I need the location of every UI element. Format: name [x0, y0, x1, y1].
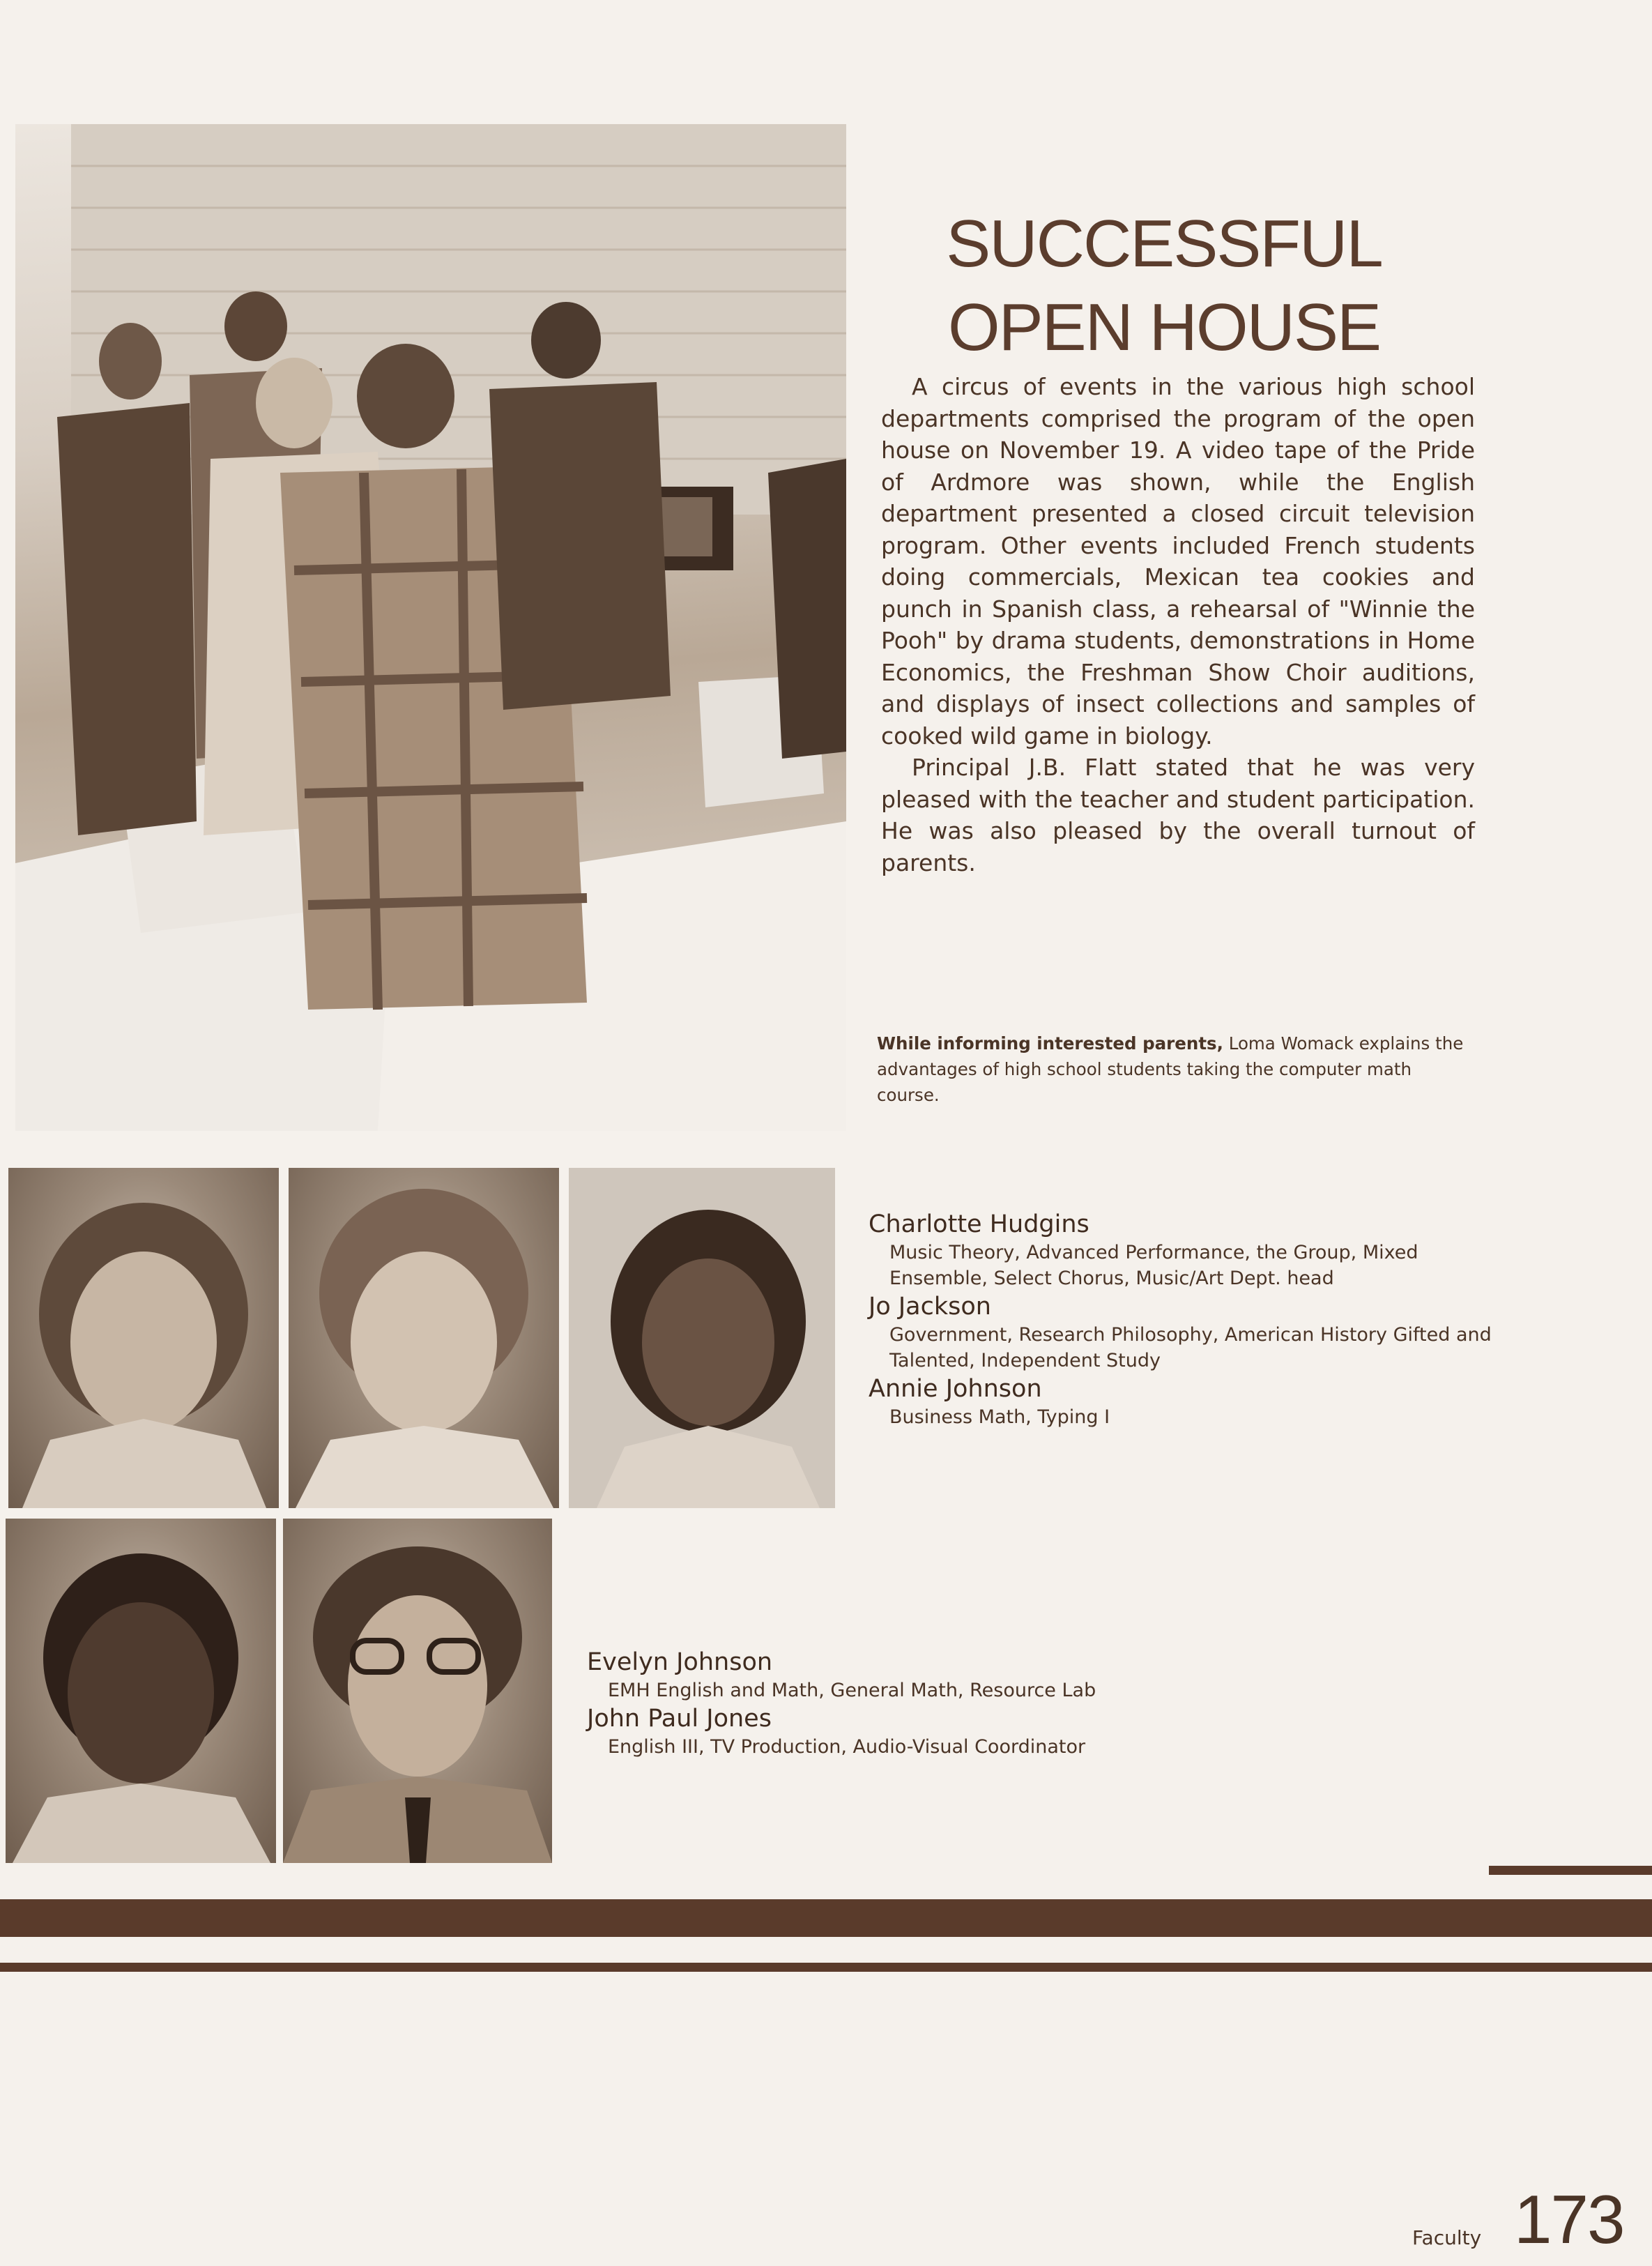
short-rule: [1489, 1866, 1652, 1875]
faculty-entry: [869, 1291, 1510, 1374]
caption-rest: Loma Womack explains the advantages of high school students taking the computer math course.: [877, 1033, 1464, 1105]
faculty-subjects: Business Math, Typing I: [889, 1406, 1110, 1428]
caption-lead: While informing interested parents,: [877, 1033, 1223, 1054]
faculty-name: Annie Johnson: [869, 1375, 1042, 1403]
article-paragraph-2: Principal J.B. Flatt stated that he was very pleased with the teacher and student participation. He was also pleased by the overall turnout of parents.: [881, 754, 1475, 876]
thin-rule: [0, 1963, 1652, 1972]
faculty-entry: [587, 1647, 1214, 1703]
article-title: [885, 202, 1443, 370]
article-body: [881, 371, 1475, 879]
portrait-jo-jackson: [289, 1168, 559, 1508]
faculty-name: Charlotte Hudgins: [869, 1210, 1089, 1238]
faculty-subjects: EMH English and Math, General Math, Resource Lab: [608, 1680, 1096, 1701]
faculty-subjects: Government, Research Philosophy, American History Gifted and Talented, Independent Study: [889, 1324, 1492, 1371]
section-label: Faculty: [1412, 2226, 1482, 2249]
portrait-evelyn-johnson: [6, 1519, 276, 1863]
faculty-name: Evelyn Johnson: [587, 1648, 773, 1676]
faculty-name: Jo Jackson: [869, 1293, 991, 1321]
portrait-charlotte-hudgins: [8, 1168, 279, 1508]
thick-rule: [0, 1899, 1652, 1937]
title-line-2: OPEN HOUSE: [947, 290, 1381, 365]
faculty-list-2: [587, 1647, 1214, 1760]
faculty-list-1: [869, 1209, 1510, 1430]
portrait-john-paul-jones: [283, 1519, 552, 1863]
faculty-entry: [587, 1703, 1214, 1760]
faculty-subjects: English III, TV Production, Audio-Visual Coordinator: [608, 1736, 1086, 1758]
article-paragraph-1: A circus of events in the various high school departments comprised the program of the open house on November 19. A video tape of the Pride of Ardmore was shown, while the English department presented a closed circuit television program. Other events included French students doing commercials, Mexican tea cookies and punch in Spanish class, a rehearsal of "Winnie the Pooh" by drama students, demonstrations in Home Economics, the Freshman Show Choir auditions, and displays of insect collections and samples of cooked wild game in biology.: [881, 373, 1475, 750]
faculty-entry: [869, 1209, 1510, 1291]
faculty-subjects: Music Theory, Advanced Performance, the Group, Mixed Ensemble, Select Chorus, Music/Art Dept. head: [889, 1242, 1418, 1289]
faculty-name: John Paul Jones: [587, 1705, 772, 1733]
open-house-photo: [15, 124, 846, 1131]
title-line-1: SUCCESSFUL: [946, 206, 1382, 281]
faculty-entry: [869, 1374, 1510, 1430]
portrait-annie-johnson: [569, 1168, 835, 1508]
page-number: 173: [1514, 2181, 1624, 2258]
photo-caption: [877, 1031, 1474, 1108]
